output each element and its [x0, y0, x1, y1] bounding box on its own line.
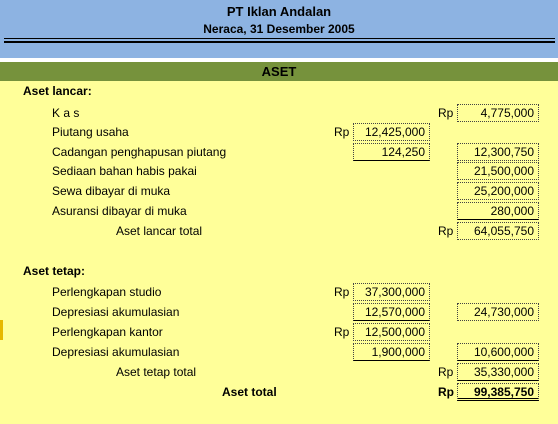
- subtotal-row: [0, 221, 558, 241]
- currency-label: Rp: [438, 106, 454, 120]
- table-row: [0, 302, 558, 322]
- header-rule-thick: [4, 41, 555, 43]
- amount-cell[interactable]: 37,300,000: [353, 283, 430, 301]
- current-assets-heading: Aset lancar:: [23, 84, 92, 98]
- amount-cell[interactable]: 12,300,750: [457, 143, 539, 161]
- table-row: [0, 201, 558, 221]
- amount-cell[interactable]: 24,730,000: [457, 303, 539, 321]
- row-label: Sewa dibayar di muka: [52, 184, 171, 198]
- fixed-assets-heading-row: [0, 261, 558, 281]
- grand-total-amount[interactable]: 99,385,750: [457, 383, 539, 401]
- table-row: [0, 342, 558, 362]
- row-label: Asuransi dibayar di muka: [52, 204, 187, 218]
- subtotal-label: Aset tetap total: [116, 365, 197, 379]
- row-label: Depresiasi akumulasian: [52, 305, 180, 319]
- currency-label: Rp: [438, 224, 454, 238]
- section-title: ASET: [0, 62, 558, 81]
- amount-cell[interactable]: 12,500,000: [353, 323, 430, 341]
- grand-total-row: [0, 382, 558, 402]
- amount-cell[interactable]: 124,250: [353, 143, 430, 161]
- table-row: [0, 181, 558, 201]
- table-row: [0, 161, 558, 181]
- row-marker: [0, 320, 3, 340]
- table-row: [0, 322, 558, 342]
- table-row: [0, 142, 558, 162]
- report-header: [0, 0, 558, 58]
- subtotal-row: [0, 362, 558, 382]
- current-assets-heading-row: [0, 81, 558, 101]
- amount-cell[interactable]: 1,900,000: [353, 343, 430, 361]
- header-rule: [4, 38, 555, 39]
- currency-label: Rp: [438, 365, 454, 379]
- table-row: [0, 282, 558, 302]
- row-label: Piutang usaha: [52, 125, 129, 139]
- grand-total-label: Aset total: [222, 385, 277, 399]
- company-name: PT Iklan Andalan: [226, 4, 332, 19]
- currency-label: Rp: [334, 325, 350, 339]
- amount-cell[interactable]: 25,200,000: [457, 182, 539, 200]
- amount-cell[interactable]: 12,570,000: [353, 303, 430, 321]
- table-row: [0, 103, 558, 123]
- balance-sheet: [0, 81, 558, 424]
- row-label: Sediaan bahan habis pakai: [52, 164, 197, 178]
- row-label: Cadangan penghapusan piutang: [52, 145, 227, 159]
- row-label: Perlengkapan kantor: [52, 325, 163, 339]
- currency-label: Rp: [438, 385, 454, 399]
- row-label: Perlengkapan studio: [52, 285, 162, 299]
- fixed-assets-heading: Aset tetap:: [23, 264, 86, 278]
- amount-cell[interactable]: 280,000: [457, 202, 539, 220]
- subtotal-label: Aset lancar total: [116, 224, 203, 238]
- table-row: [0, 122, 558, 142]
- row-label: Depresiasi akumulasian: [52, 345, 180, 359]
- subtotal-amount[interactable]: 35,330,000: [457, 363, 539, 381]
- amount-cell[interactable]: 4,775,000: [457, 104, 539, 122]
- row-label: K a s: [52, 106, 80, 120]
- currency-label: Rp: [334, 285, 350, 299]
- amount-cell[interactable]: 21,500,000: [457, 162, 539, 180]
- report-date: Neraca, 31 Desember 2005: [203, 22, 355, 36]
- currency-label: Rp: [334, 125, 350, 139]
- subtotal-amount[interactable]: 64,055,750: [457, 222, 539, 240]
- amount-cell[interactable]: 12,425,000: [353, 123, 430, 141]
- amount-cell[interactable]: 10,600,000: [457, 343, 539, 361]
